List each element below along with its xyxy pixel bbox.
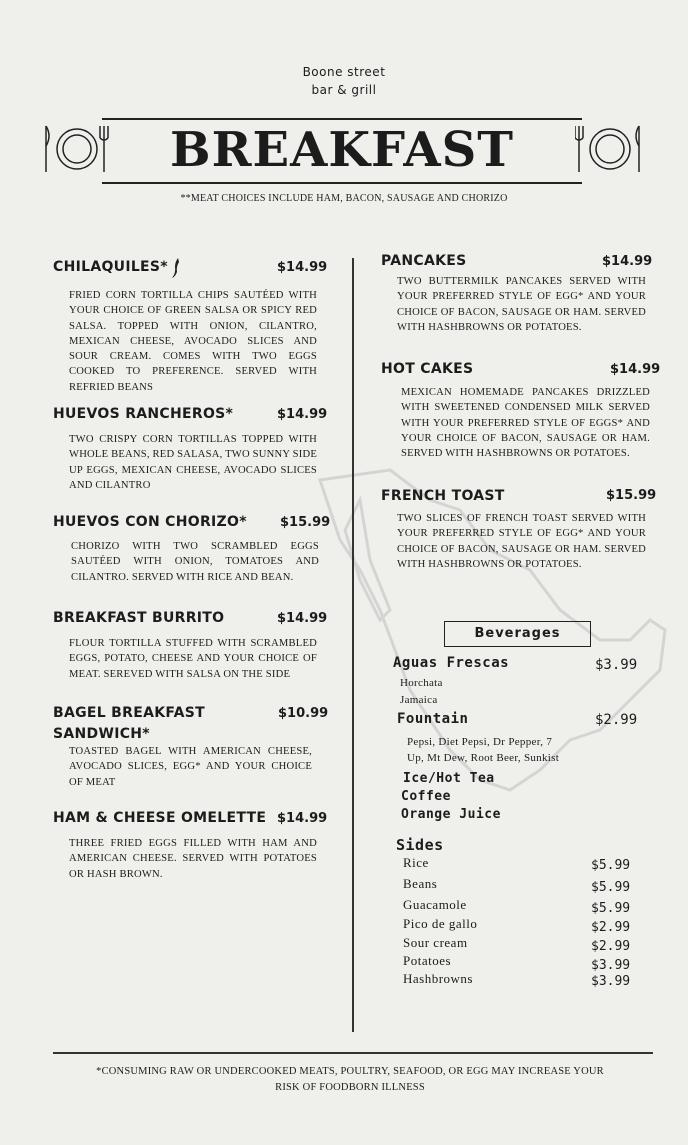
side-name-hashbrowns: Hashbrowns <box>403 971 473 986</box>
footer-divider <box>53 1052 653 1054</box>
item-name-bagel-sandwich: BAGEL BREAKFAST <box>53 705 205 721</box>
item-desc-pancakes: TWO BUTTERMILK PANCAKES SERVED WITH YOUR PREFERRED STYLE OF EGG* AND YOUR CHOICE OF BACON, SAUSAGE OR HAM. SERVED WITH HASHBROWNS OR POTATOES. <box>397 276 646 333</box>
disclaimer-line-2: RISK OF FOODBORN ILLNESS <box>275 1082 425 1093</box>
item-desc-breakfast-burrito: FLOUR TORTILLA STUFFED WITH SCRAMBLED EGGS, POTATO, CHEESE AND YOUR CHOICE OF MEAT. SEREVED WITH SALSA ON THE SIDE <box>69 638 317 680</box>
item-name-french-toast: FRENCH TOAST <box>381 488 505 504</box>
aguas-option-jamaica: Jamaica <box>400 694 438 706</box>
item-name-pancakes: PANCAKES <box>381 253 467 269</box>
item-name-chilaquiles: CHILAQUILES* <box>53 259 168 275</box>
item-desc-huevos-con-chorizo: CHORIZO WITH TWO SCRAMBLED EGGS SAUTÉED WITH ONION, TOMATOES AND CILANTRO. SERVED WITH RICE AND BEAN. <box>71 541 319 583</box>
side-price-beans: $5.99 <box>591 880 631 895</box>
beverages-heading: Beverages <box>444 621 591 647</box>
meat-choices-note: **MEAT CHOICES INCLUDE HAM, BACON, SAUSAGE AND CHORIZO <box>180 193 508 204</box>
item-name-bagel-sandwich-line2: SANDWICH* <box>53 726 150 742</box>
item-desc-french-toast: TWO SLICES OF FRENCH TOAST SERVED WITH YOUR PREFERRED STYLE OF EGG* AND YOUR CHOICE OF BACON, SAUSAGE OR HAM. SERVED WITH HASHBROWNS OR POTATOES. <box>397 513 646 570</box>
item-price-bagel-sandwich: $10.99 <box>278 706 329 721</box>
item-name-breakfast-burrito: BREAKFAST BURRITO <box>53 610 225 626</box>
side-price-potatoes: $3.99 <box>591 958 631 973</box>
item-price-hot-cakes: $14.99 <box>610 362 661 377</box>
item-desc-bagel-sandwich: TOASTED BAGEL WITH AMERICAN CHEESE, AVOCADO SLICES, EGG* AND YOUR CHOICE OF MEAT <box>69 746 312 788</box>
page-title: BREAKFAST <box>170 122 514 178</box>
side-name-guacamole: Guacamole <box>403 897 467 912</box>
side-name-rice: Rice <box>403 855 429 870</box>
side-price-rice: $5.99 <box>591 858 631 873</box>
side-name-beans: Beans <box>403 876 438 891</box>
item-desc-chilaquiles: FRIED CORN TORTILLA CHIPS SAUTÉED WITH YOUR CHOICE OF GREEN SALSA OR SPICY RED SALSA. TOPPED WITH ONION, CILANTRO, MEXICAN CHEESE, AVOCADO SLICES AND SOUR CREAM. COMES WITH TWO EGGS COOKED TO PREFERENCE. SERVED WITH REFRIED BEANS <box>69 290 317 393</box>
item-name-huevos-rancheros: HUEVOS RANCHEROS* <box>53 406 234 422</box>
item-desc-hot-cakes: MEXICAN HOMEMADE PANCAKES DRIZZLED WITH SWEETENED CONDENSED MILK SERVED WITH YOUR PREFERRED STYLE OF EGGS* AND YOUR CHOICE OF BACON, SAUSAGE OR HAM. SERVED WITH HASHBROWNS OR POTATOES. <box>401 387 650 460</box>
fountain-options-line2: Up, Mt Dew, Root Beer, Sunkist <box>407 752 560 764</box>
bev-coffee: Coffee <box>401 789 451 804</box>
item-desc-huevos-rancheros: TWO CRISPY CORN TORTILLAS TOPPED WITH WHOLE BEANS, RED SALASA, TWO SUNNY SIDE UP EGGS, MEXICAN CHEESE, AVOCADO SLICES AND CILANTRO <box>69 434 317 491</box>
side-name-pico: Pico de gallo <box>403 916 478 931</box>
item-name-hot-cakes: HOT CAKES <box>381 361 474 377</box>
side-price-hashbrowns: $3.99 <box>591 974 631 989</box>
item-name-huevos-con-chorizo: HUEVOS CON CHORIZO* <box>53 514 247 530</box>
side-price-guacamole: $5.99 <box>591 901 631 916</box>
item-price-huevos-rancheros: $14.99 <box>277 407 328 422</box>
bev-ice-hot-tea: Ice/Hot Tea <box>403 771 495 786</box>
sides-heading: Sides <box>396 836 444 854</box>
item-price-huevos-con-chorizo: $15.99 <box>280 515 331 530</box>
brand-line-2: bar & grill <box>311 83 377 97</box>
item-price-chilaquiles: $14.99 <box>277 260 328 275</box>
fountain-price: $2.99 <box>595 712 638 728</box>
fountain-name: Fountain <box>397 711 469 727</box>
side-name-sour-cream: Sour cream <box>403 935 468 950</box>
side-price-sour-cream: $2.99 <box>591 939 631 954</box>
chili-pepper-icon <box>170 257 182 279</box>
item-price-omelette: $14.99 <box>277 811 328 826</box>
side-price-pico: $2.99 <box>591 920 631 935</box>
aguas-frescas-name: Aguas Frescas <box>393 655 510 671</box>
bev-orange-juice: Orange Juice <box>401 807 501 822</box>
item-price-breakfast-burrito: $14.99 <box>277 611 328 626</box>
column-divider <box>352 258 354 1032</box>
brand-line-1: Boone street <box>302 65 386 79</box>
item-price-pancakes: $14.99 <box>602 254 653 269</box>
item-desc-omelette: THREE FRIED EGGS FILLED WITH HAM AND AMERICAN CHEESE. SERVED WITH POTATOES OR HASH BROWN. <box>69 838 317 880</box>
food-safety-disclaimer <box>85 1064 615 1096</box>
disclaimer-line-1: *CONSUMING RAW OR UNDERCOOKED MEATS, POULTRY, SEAFOOD, OR EGG MAY INCREASE YOUR <box>96 1066 604 1077</box>
fountain-options-line1: Pepsi, Diet Pepsi, Dr Pepper, 7 <box>407 736 553 748</box>
side-name-potatoes: Potatoes <box>403 953 452 968</box>
item-price-french-toast: $15.99 <box>606 488 657 503</box>
item-name-omelette: HAM & CHEESE OMELETTE <box>53 810 267 826</box>
aguas-option-horchata: Horchata <box>400 677 443 689</box>
place-setting-icon-right <box>575 122 645 176</box>
aguas-frescas-price: $3.99 <box>595 657 638 673</box>
